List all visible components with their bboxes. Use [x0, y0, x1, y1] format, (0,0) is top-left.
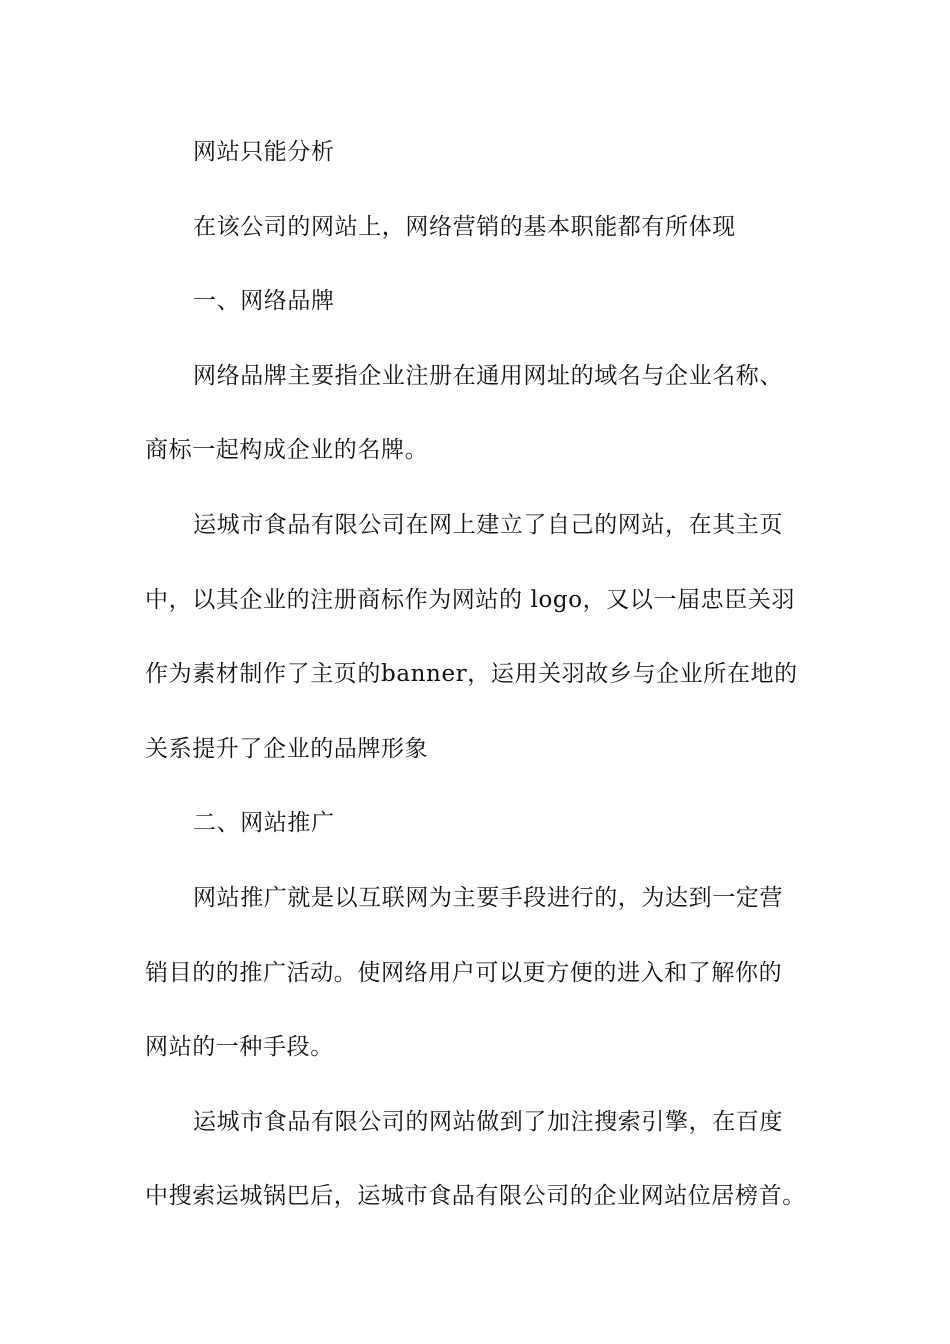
- paragraph-line: 销目的的推广活动。使网络用户可以更方便的进入和了解你的: [145, 959, 783, 986]
- paragraph-line: 网络品牌主要指企业注册在通用网址的域名与企业名称、: [193, 362, 783, 389]
- paragraph-line: 网站推广就是以互联网为主要手段进行的，为达到一定营: [193, 884, 783, 911]
- paragraph-line: 运城市食品有限公司的网站做到了加注搜索引擎，在百度: [193, 1108, 783, 1135]
- paragraph-line: 中搜索运城锅巴后，运城市食品有限公司的企业网站位居榜首。: [145, 1183, 806, 1210]
- paragraph-line: 商标一起构成企业的名牌。: [145, 437, 429, 464]
- paragraph-line: 中，以其企业的注册商标作为网站的 logo，又以一届忠臣关羽: [145, 586, 796, 613]
- paragraph-line: 运城市食品有限公司在网上建立了自己的网站，在其主页: [193, 511, 783, 538]
- section-heading-website-promotion: 二、网站推广: [193, 810, 335, 837]
- section-heading-network-brand: 一、网络品牌: [193, 288, 335, 315]
- document-body: [145, 126, 825, 1245]
- paragraph-line: 作为素材制作了主页的banner，运用关羽故乡与企业所在地的: [145, 661, 798, 688]
- paragraph-line: 网站的一种手段。: [145, 1034, 334, 1061]
- paragraph-line: 在该公司的网站上，网络营销的基本职能都有所体现: [193, 213, 736, 240]
- paragraph-line: 关系提升了企业的品牌形象: [145, 735, 429, 762]
- heading-website-analysis: 网站只能分析: [193, 139, 335, 165]
